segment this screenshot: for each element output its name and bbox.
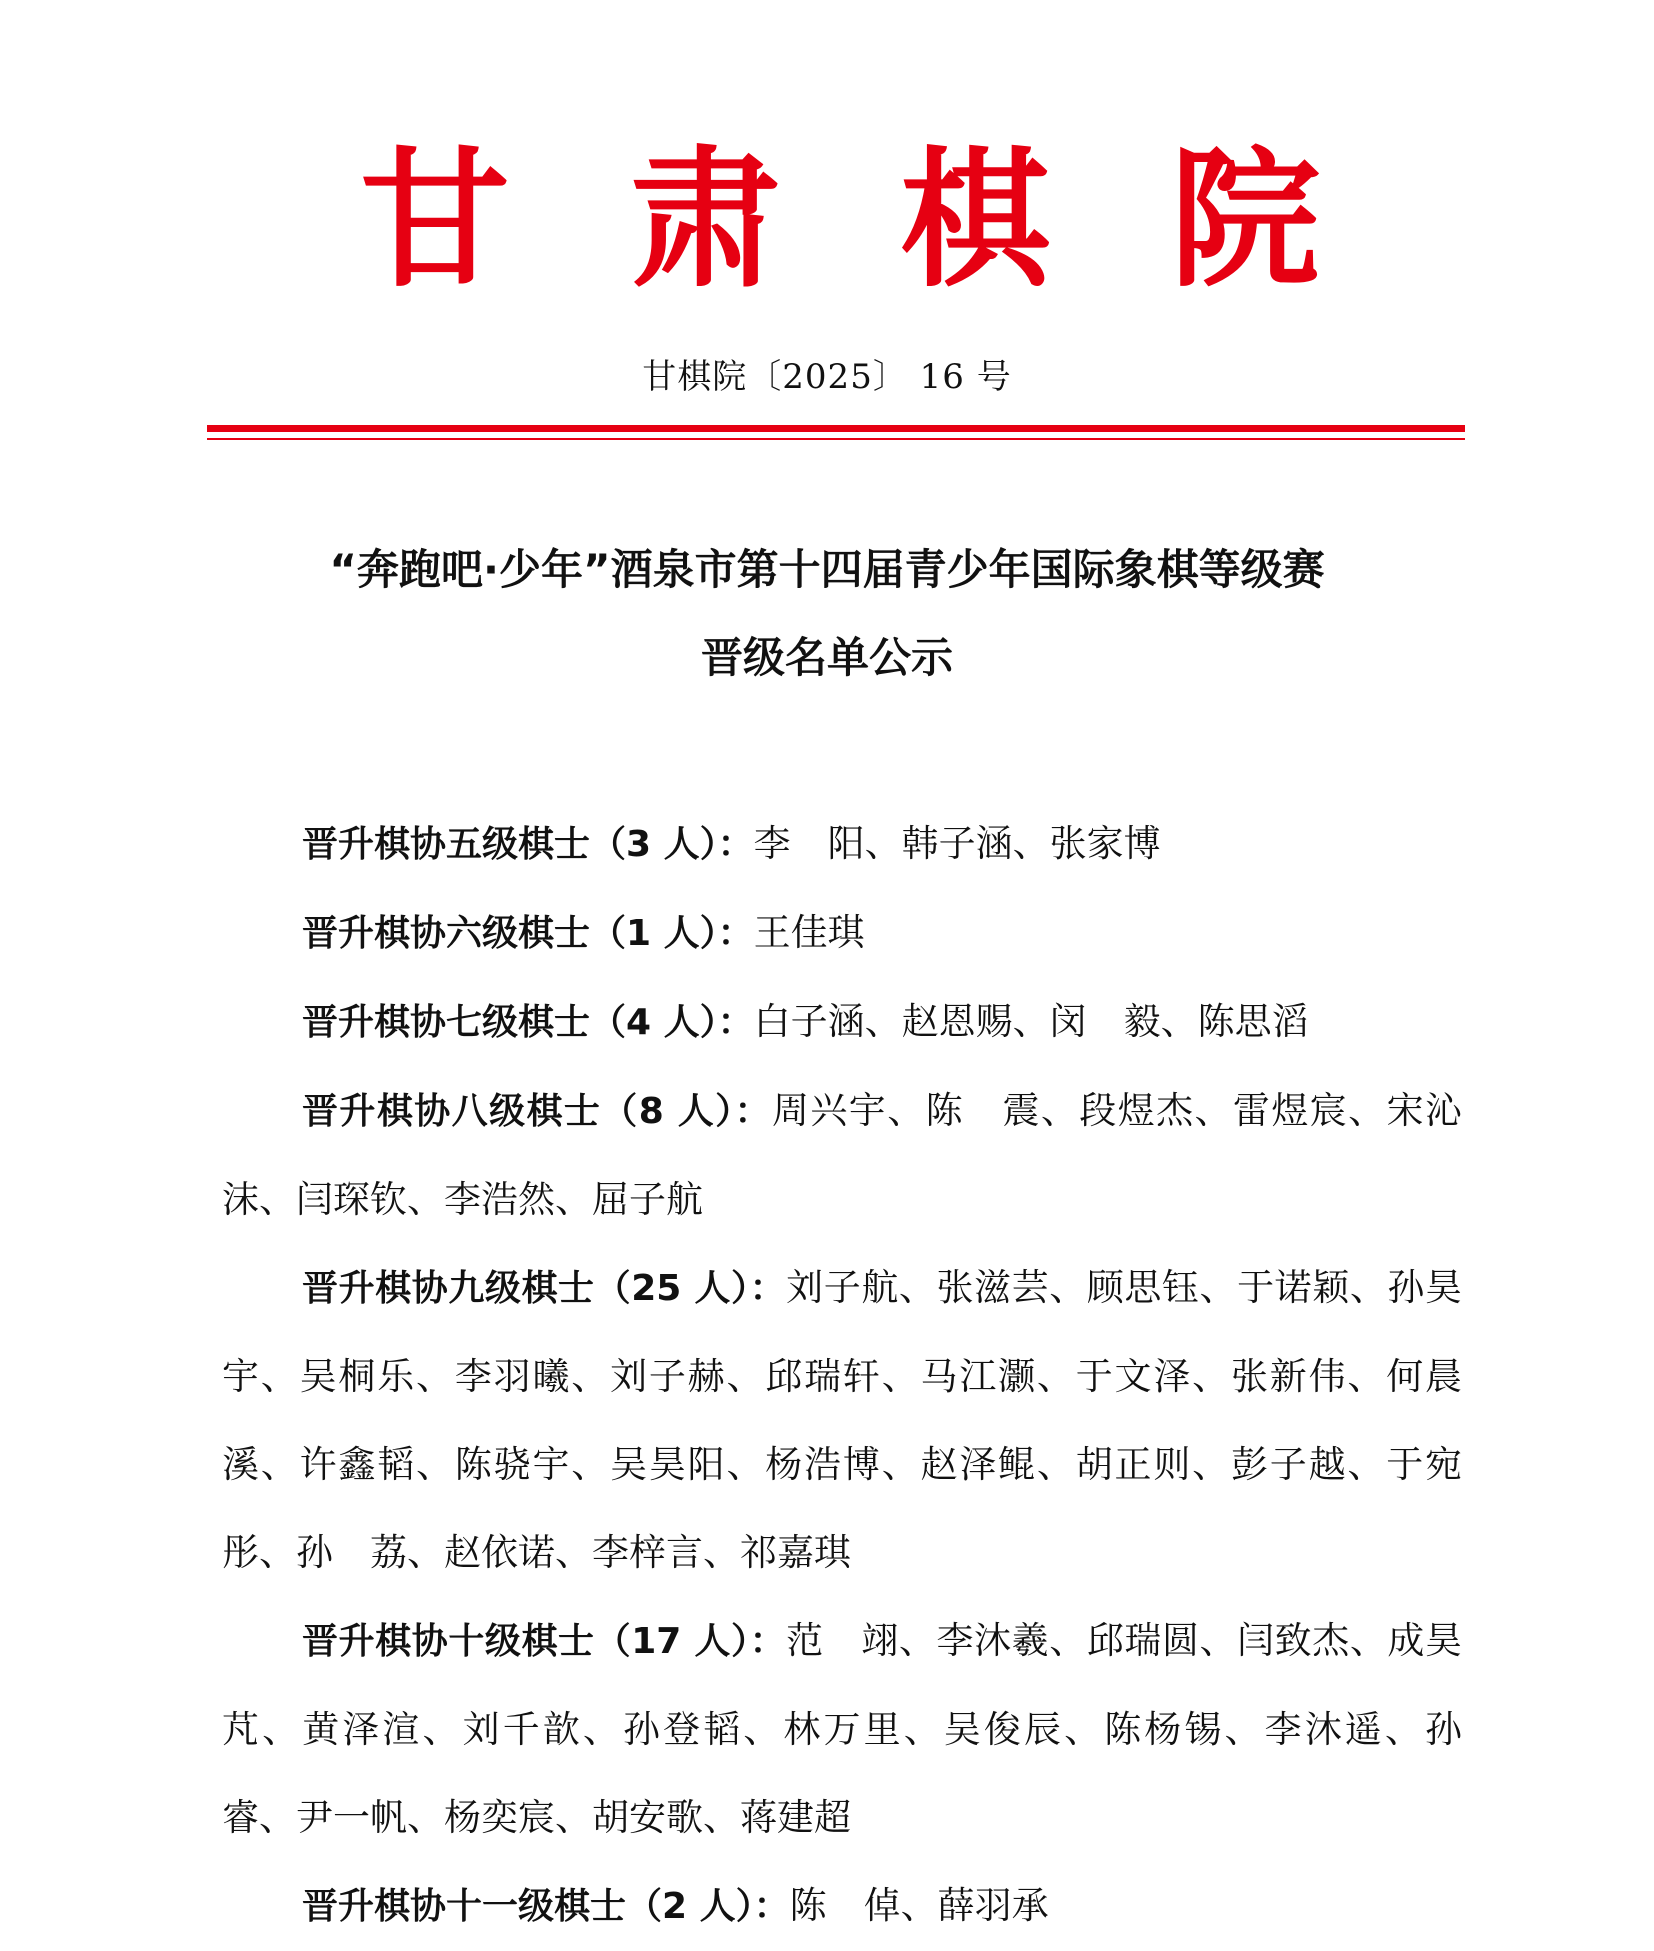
promotion-names: 陈 倬、薛羽承 bbox=[789, 1884, 1049, 1927]
promotion-label: 晋升棋协十级棋士（17 人）： bbox=[302, 1621, 787, 1662]
promotion-label: 晋升棋协十一级棋士（2 人）： bbox=[302, 1886, 790, 1927]
promotion-entry-level-6 bbox=[222, 889, 1462, 978]
promotion-names: 周兴宇、陈 震、段煜杰、雷煜宸、宋沁沫、闫琛钦、李浩然、屈子航 bbox=[222, 1089, 1462, 1221]
promotion-entry-level-7 bbox=[222, 978, 1462, 1067]
promotion-names: 李 阳、韩子涵、张家博 bbox=[753, 822, 1161, 865]
promotion-label: 晋升棋协九级棋士（25 人）： bbox=[302, 1268, 787, 1309]
document-title-line-1: “奔跑吧·少年”酒泉市第十四届青少年国际象棋等级赛 bbox=[329, 545, 1325, 594]
promotion-label: 晋升棋协五级棋士（3 人）： bbox=[302, 824, 754, 865]
document-title-line-2: 晋级名单公示 bbox=[700, 633, 953, 682]
document-number: 甘棋院〔2025〕 16 号 bbox=[642, 357, 1012, 397]
org-title-char: 肃 bbox=[630, 132, 781, 308]
org-title-char: 院 bbox=[1170, 132, 1321, 308]
org-title-char: 棋 bbox=[900, 132, 1051, 308]
promotion-entry-level-11 bbox=[222, 1862, 1462, 1951]
promotion-entry-level-9 bbox=[222, 1244, 1462, 1597]
promotion-label: 晋升棋协八级棋士（8 人）： bbox=[302, 1091, 772, 1132]
promotion-names: 王佳琪 bbox=[753, 911, 865, 954]
promotion-label: 晋升棋协七级棋士（4 人）： bbox=[302, 1002, 754, 1043]
header-divider-thin bbox=[207, 438, 1465, 440]
promotion-names: 刘子航、张滋芸、顾思钰、于诺颖、孙昊宇、吴桐乐、李羽曦、刘子赫、邱瑞轩、马江灏、于文泽、张新伟、何晨溪、许鑫韬、陈骁宇、吴昊阳、杨浩博、赵泽鲲、胡正则、彭子越、于宛彤、孙 荔、赵依诺、李梓言、祁嘉琪 bbox=[222, 1266, 1462, 1574]
organization-title bbox=[360, 132, 1321, 308]
promotion-list bbox=[222, 800, 1499, 1951]
header-divider-thick bbox=[207, 425, 1465, 432]
promotion-names: 白子涵、赵恩赐、闵 毅、陈思滔 bbox=[753, 1000, 1309, 1043]
promotion-entry-level-10 bbox=[222, 1597, 1499, 1862]
promotion-entry-level-8 bbox=[222, 1067, 1462, 1244]
promotion-entry-level-5 bbox=[222, 800, 1462, 889]
promotion-label: 晋升棋协六级棋士（1 人）： bbox=[302, 913, 754, 954]
promotion-names: 范 翊、李沐羲、邱瑞圆、闫致杰、成昊芃、黄泽渲、刘千歆、孙登韬、林万里、吴俊辰、陈杨锡、李沐遥、孙 睿、尹一帆、杨奕宸、胡安歌、蒋建超 bbox=[222, 1619, 1499, 1839]
org-title-char: 甘 bbox=[360, 132, 511, 308]
